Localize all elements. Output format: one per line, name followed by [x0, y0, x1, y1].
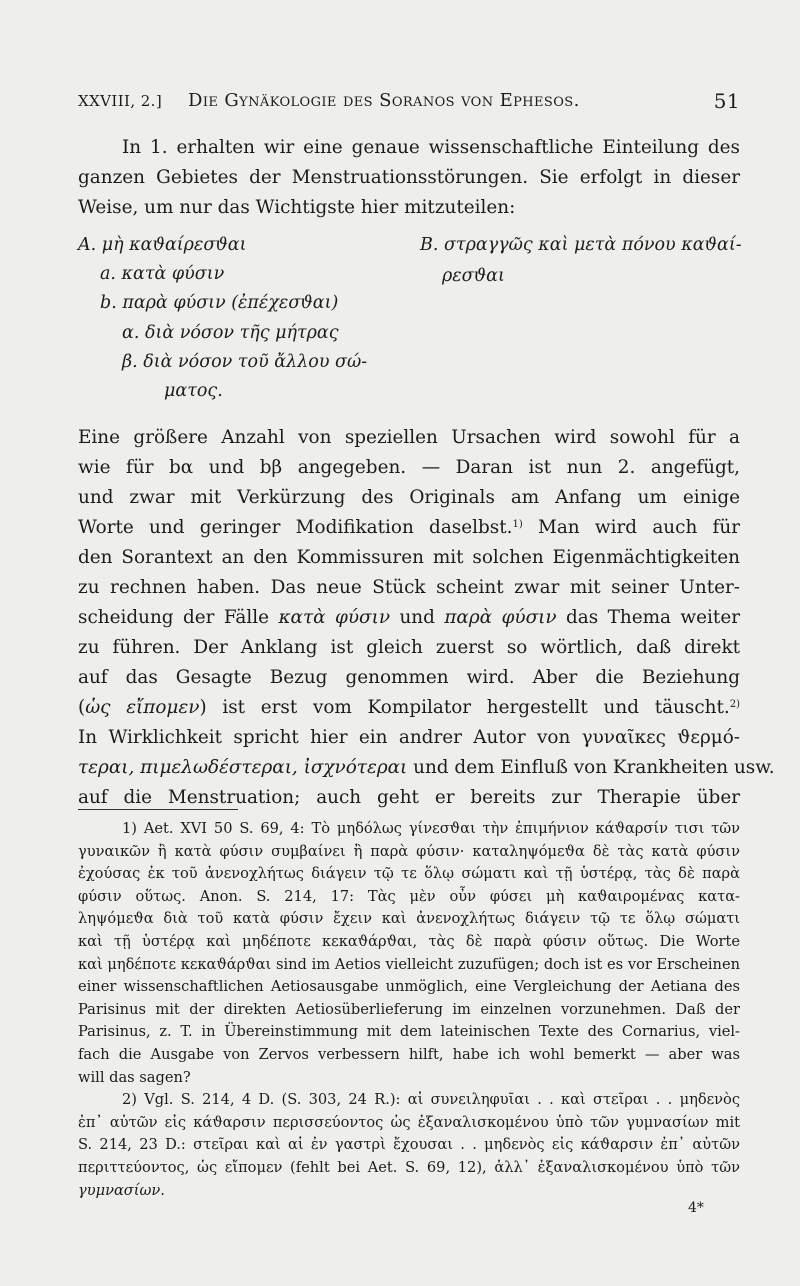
scheme-b-head: B. στραγγῶς καὶ μετὰ πόνου καϑαί-	[420, 235, 742, 255]
text-line: Worte und geringer Modifikation daselbst.$^{1)}$ Man wird auch für	[78, 517, 741, 538]
text-line: Eine größere Anzahl von speziellen Ursachen wird sowohl für a	[78, 427, 740, 448]
footnote-ref: 2)	[729, 699, 740, 710]
footnote-line: γυμνασίων.	[78, 1181, 165, 1199]
scheme-a-a: a. κατὰ φύσιν	[100, 264, 225, 284]
scheme-beta-cont: ματος.	[164, 381, 223, 401]
text-line: In 1. erhalten wir eine genaue wissenschaftliche Einteilung des	[122, 137, 740, 158]
footnote-1	[78, 818, 740, 1089]
footnote-line: 2) Vgl. S. 214, 4 D. (S. 303, 24 R.): αἱ συνειληφυῖαι . . καὶ στεῖραι . . μηδενὸς	[122, 1091, 740, 1109]
signature-mark: 4*	[688, 1200, 704, 1216]
text-line: Weise, um nur das Wichtigste hier mitzuteilen:	[78, 197, 516, 218]
text-line: τεραι, πιμελωδέστεραι, ἰσχνότεραι und dem Einfluß von Krankheiten usw.	[78, 757, 775, 778]
text-line: zu führen. Der Anklang ist gleich zuerst so wörtlich, daß direkt	[78, 637, 740, 658]
footnote-line: ληψόμεϑα διὰ τοῦ κατὰ φύσιν ἔχειν καὶ ἀνενοχλήτως διάγειν τῷ τε ὅλῳ σώματι	[78, 910, 740, 928]
footnote-line: ἐπ᾽ αὐτῶν εἰς κάϑαρσιν περισσεύοντος ὡς ἐξαναλισκομένου ὑπὸ τῶν γυμνασίων mit	[78, 1113, 740, 1131]
footnote-2	[78, 1089, 740, 1202]
header-section: XXVIII, 2.]	[78, 92, 163, 110]
scheme-alpha: α. διὰ νόσον τῆς μήτρας	[122, 323, 339, 343]
scheme-a-head: A. μὴ καϑαίρεσϑαι	[78, 235, 247, 255]
footnote-line: Parisinus, z. T. in Übereinstimmung mit dem lateinischen Texte des Cornarius, viel-	[78, 1023, 740, 1041]
text-line: ganzen Gebietes der Menstruationsstörungen. Sie erfolgt in dieser	[78, 167, 740, 188]
footnote-line: Parisinus mit der direkten Aetiosüberlieferung im einzelnen vorzunehmen. Daß der	[78, 1000, 740, 1018]
scheme-b-cont: ρεσϑαι	[442, 266, 505, 286]
footnote-line: will das sagen?	[78, 1068, 191, 1086]
footnote-line: 1) Aet. XVI 50 S. 69, 4: Τὸ μηδόλως γίνεσϑαι τὴν ἐπιμήνιον κάϑαρσίν τισι τῶν	[122, 820, 740, 837]
header-title: Die Gynäkologie des Soranos von Ephesos.	[188, 90, 580, 111]
text-line: In Wirklichkeit spricht hier ein andrer Autor von γυναῖκες ϑερμό-	[78, 727, 740, 748]
footnote-line: περιττεύοντος, ὡς εἴπομεν (fehlt bei Aet. S. 69, 12), ἀλλ᾽ ἐξαναλισκομένου ὑπὸ τῶν	[78, 1158, 740, 1176]
footnote-line: ἐχούσας ἐκ τοῦ ἀνενοχλήτως διάγειν τῷ τε ὅλῳ σώματι καὶ τῇ ὑστέρᾳ, τὰς δὲ παρὰ	[78, 865, 740, 883]
footnote-line: einer wissenschaftlichen Aetiosausgabe unmöglich, eine Vergleichung der Aetiana des	[78, 978, 740, 996]
footnote-ref: 1)	[512, 519, 523, 530]
main-paragraph	[78, 423, 775, 813]
footnotes	[78, 818, 740, 1202]
text-line: auf das Gesagte Bezug genommen wird. Aber die Beziehung	[78, 667, 740, 688]
footnote-line: γυναικῶν ἢ κατὰ φύσιν συμβαίνει ἢ παρὰ φύσιν· καταληψόμεϑα δὲ τὰς κατὰ φύσιν	[78, 842, 740, 860]
text-line: auf die Menstruation; auch geht er bereits zur Therapie über	[78, 787, 740, 808]
text-line: wie für bα und bβ angegeben. — Daran ist nun 2. angefügt,	[78, 457, 740, 478]
footnote-rule	[78, 809, 238, 810]
footnote-line: S. 214, 23 D.: στεῖραι καὶ αἱ ἐν γαστρὶ ἔχουσαι . . μηδενὸς εἰς κάϑαρσιν ἐπ᾽ αὐτῶν	[78, 1136, 740, 1154]
text-line: scheidung der Fälle κατὰ φύσιν und παρὰ φύσιν das Thema weiter	[78, 607, 740, 628]
text-line: (ὡς εἴπομεν) ist erst vom Kompilator hergestellt und täuscht.$^{2)}$	[78, 697, 740, 718]
page-number: 51	[713, 89, 740, 113]
text-line: und zwar mit Verkürzung des Originals am Anfang um einige	[78, 487, 740, 508]
text-line: den Sorantext an den Kommissuren mit solchen Eigenmächtigkeiten	[78, 547, 740, 568]
footnote-line: καὶ μηδέποτε κεκαϑάρϑαι sind im Aetios vielleicht zuzufügen; doch ist es vor Erscheinen	[78, 955, 740, 973]
classification-scheme	[78, 232, 740, 402]
scheme-beta: β. διὰ νόσον τοῦ ἄλλου σώ-	[122, 352, 368, 372]
text-line: zu rechnen haben. Das neue Stück scheint zwar mit seiner Unter-	[78, 577, 740, 598]
scheme-a-b: b. παρὰ φύσιν (ἐπέχεσϑαι)	[100, 293, 339, 313]
footnote-line: φύσιν οὕτως. Anon. S. 214, 17: Τὰς μὲν οὖν φύσει μὴ καϑαιρομένας κατα-	[78, 887, 740, 905]
running-header	[78, 89, 740, 118]
footnote-line: καὶ τῇ ὑστέρᾳ καὶ μηδέποτε κεκαϑάρϑαι, τὰς δὲ παρὰ φύσιν οὕτως. Die Worte	[78, 932, 740, 950]
footnote-line: fach die Ausgabe von Zervos verbessern hilft, habe ich wohl bemerkt — aber was	[78, 1045, 740, 1063]
intro-paragraph	[78, 133, 740, 223]
